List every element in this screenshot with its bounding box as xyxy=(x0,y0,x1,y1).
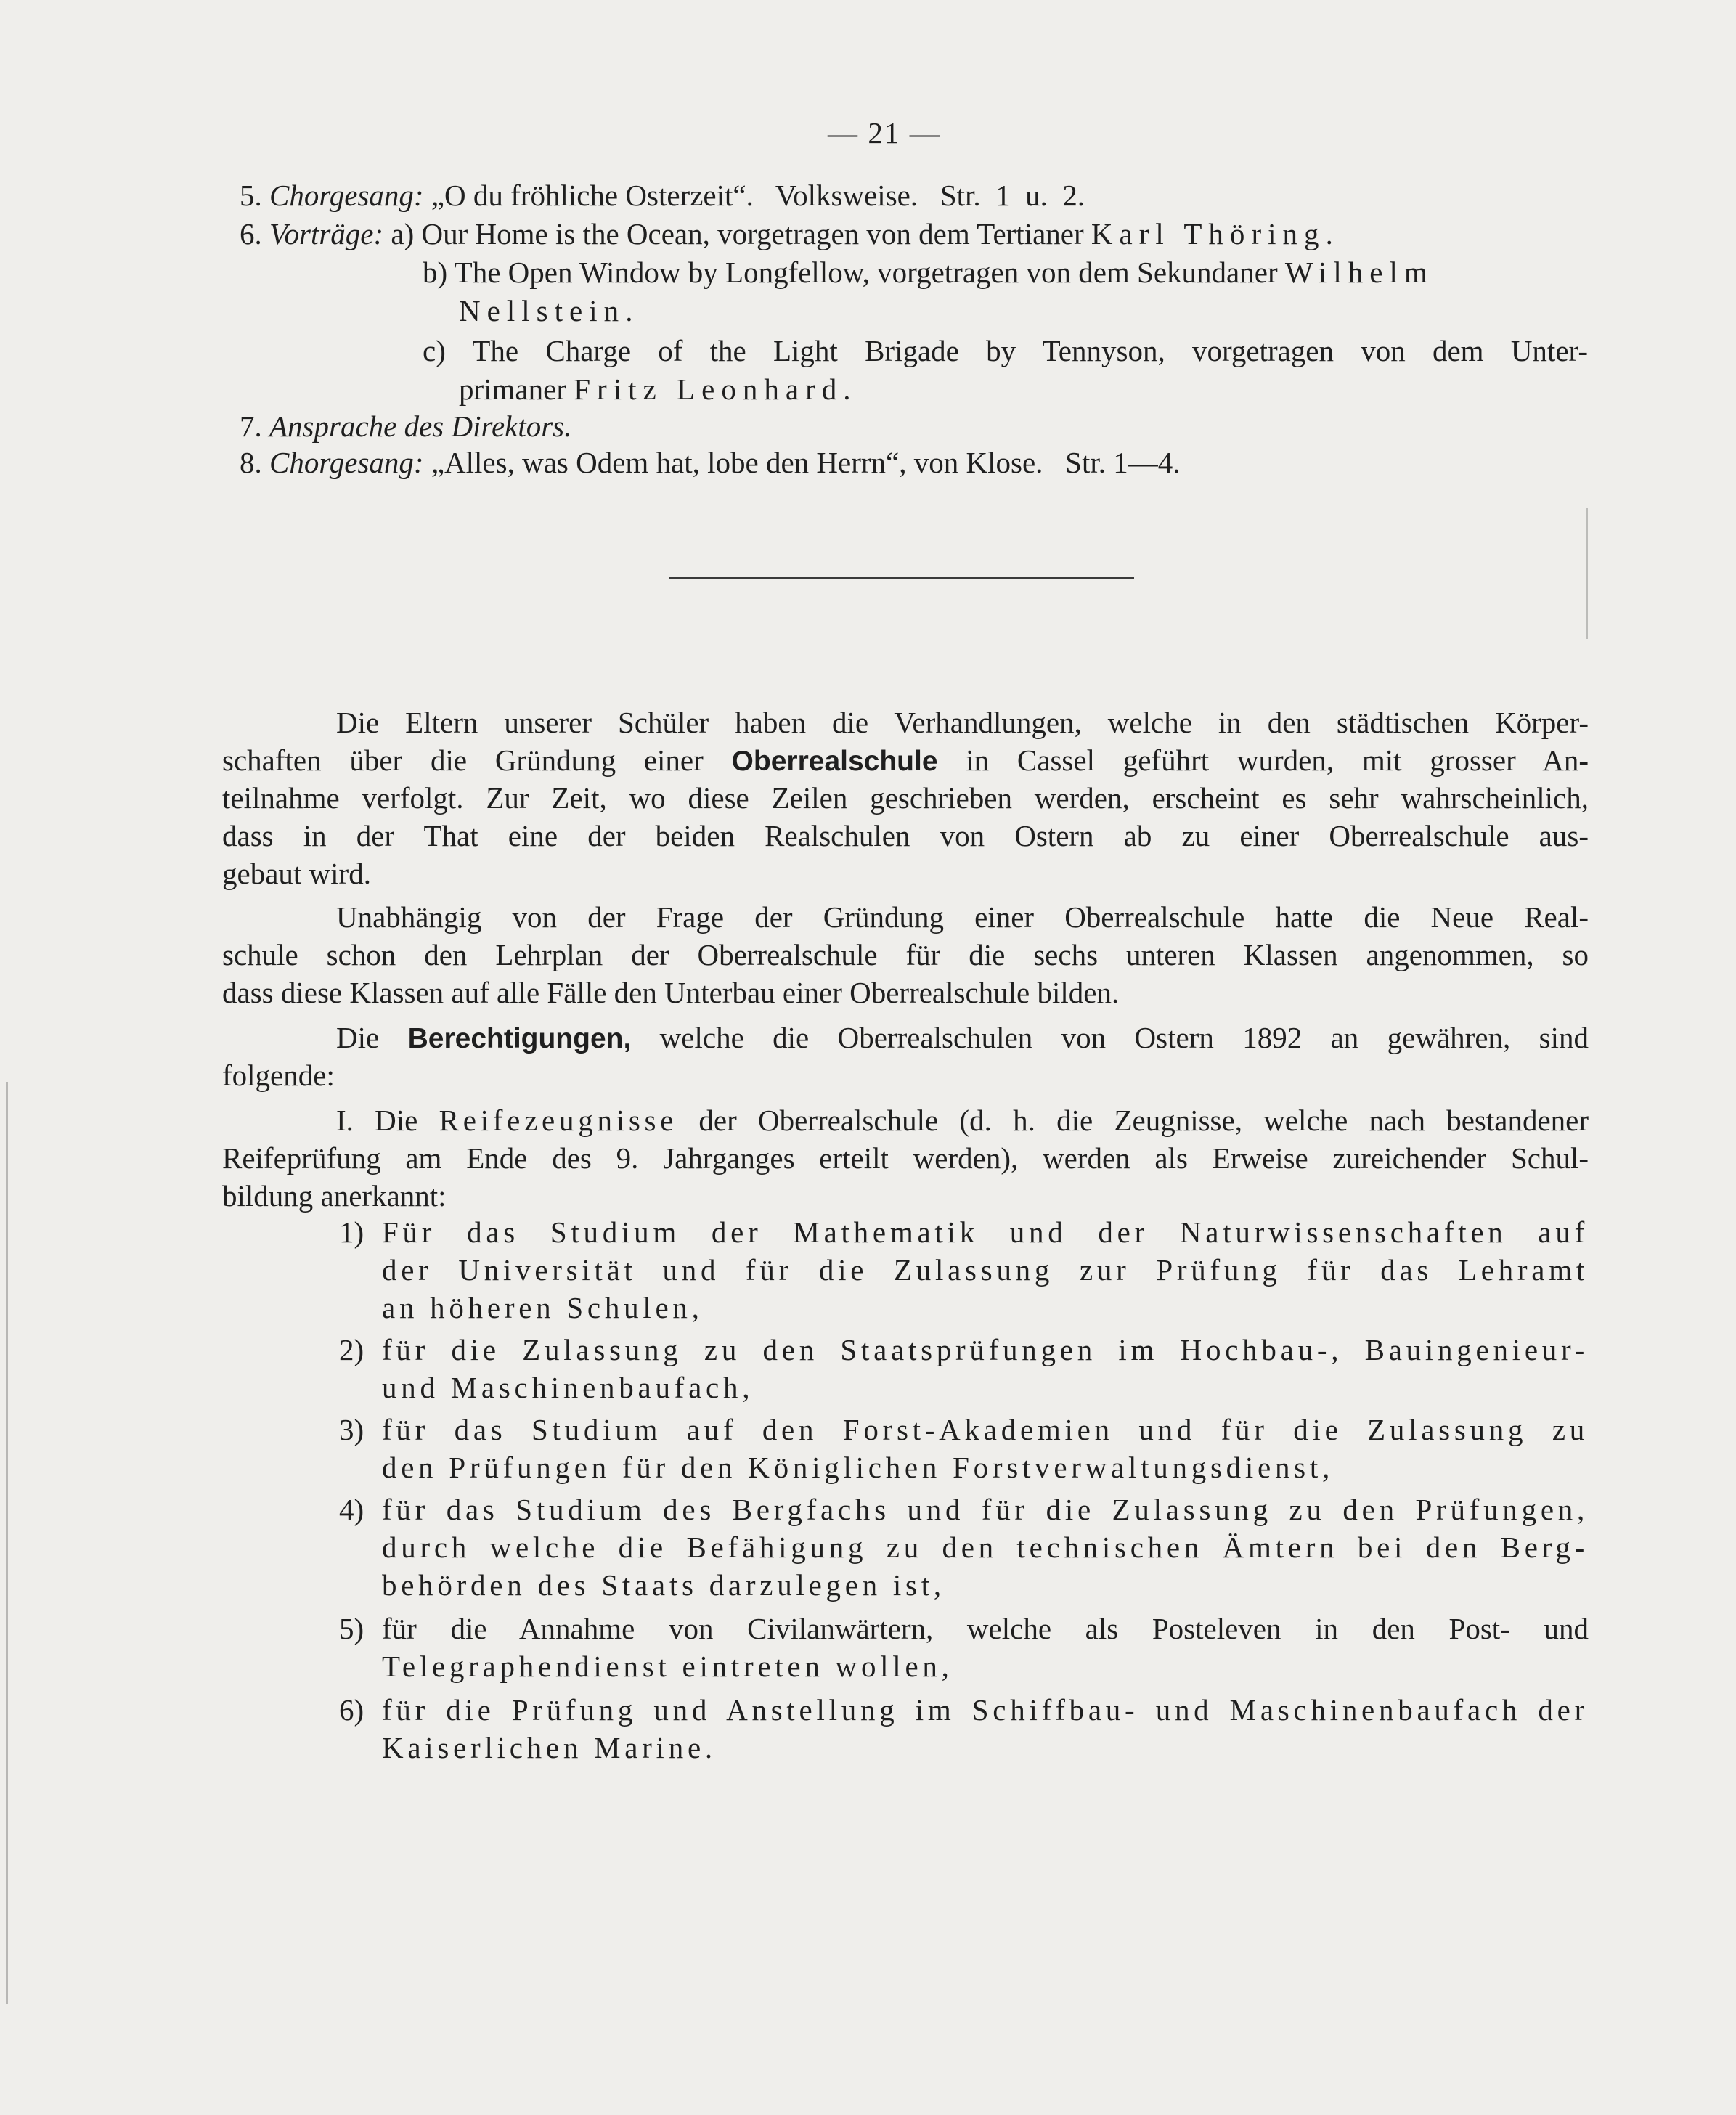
scan-edge-mark xyxy=(1586,508,1588,639)
scan-edge-mark xyxy=(6,1082,8,2004)
list-item-line: Kaiserlichen Marine. xyxy=(382,1731,717,1764)
list-item-line: für das Studium auf den Forst-Akademien und für die Zulassung zu xyxy=(382,1413,1589,1446)
paragraph-line: Reifeprüfung am Ende des 9. Jahrganges erteilt werden), werden als Erweise zureichender Schul- xyxy=(222,1141,1589,1175)
emphasis-term: Oberrealschule xyxy=(731,746,938,777)
list-item-line: Für das Studium der Mathematik und der Naturwissenschaften auf xyxy=(382,1215,1589,1249)
program-item xyxy=(240,444,1180,481)
text-run: Die xyxy=(336,1021,408,1054)
item-text: The Charge of the Light Brigade by Tennyson, vorgetragen von dem Unter- xyxy=(472,334,1589,367)
item-number: 8. xyxy=(240,446,262,479)
list-item-line: für das Studium des Bergfachs und für die Zulassung zu den Prüfungen, xyxy=(382,1493,1589,1526)
list-number: 3) xyxy=(339,1413,364,1446)
item-sub: a) xyxy=(391,217,415,250)
paragraph-line xyxy=(336,1019,1589,1057)
paragraph-line: teilnahme verfolgt. Zur Zeit, wo diese Zeilen geschrieben werden, erscheint es sehr wahrscheinlich, xyxy=(222,781,1589,815)
list-number: 2) xyxy=(339,1333,364,1366)
item-text: „O du fröhliche Osterzeit“. Volksweise. Str. 1 u. 2. xyxy=(431,179,1085,212)
list-item-line: für die Annahme von Civilanwärtern, welche als Posteleven in den Post- und xyxy=(382,1612,1589,1645)
paragraph-line: dass diese Klassen auf alle Fälle den Unterbau einer Oberrealschule bilden. xyxy=(222,976,1120,1009)
item-label: Ansprache des Direktors. xyxy=(269,409,572,443)
speaker-name: Wilhelm xyxy=(1284,256,1434,289)
list-item-line: durch welche die Befähigung zu den technischen Ämtern bei den Berg- xyxy=(382,1531,1589,1564)
paragraph-line: schule schon den Lehrplan der Oberrealschule für die sechs unteren Klassen angenommen, so xyxy=(222,938,1589,971)
paragraph-line xyxy=(222,742,1589,780)
paragraph-line: folgende: xyxy=(222,1059,335,1092)
program-item-continuation xyxy=(459,371,857,407)
text-run: in Cassel geführt wurden, mit grosser An- xyxy=(937,743,1589,777)
paragraph-line: bildung anerkannt: xyxy=(222,1179,447,1213)
spaced-term: Reifezeugnisse xyxy=(439,1104,678,1137)
paragraph-line: dass in der That eine der beiden Realschulen von Ostern ab zu einer Oberrealschule aus- xyxy=(222,819,1589,852)
item-label: Vorträge: xyxy=(269,217,384,250)
list-item-line: den Prüfungen für den Königlichen Forstverwaltungsdienst, xyxy=(382,1451,1334,1484)
section-divider xyxy=(669,577,1134,579)
text-run: schaften über die Gründung einer xyxy=(222,743,732,777)
program-item-continuation: Nellstein. xyxy=(459,294,640,327)
item-text: Our Home is the Ocean, vorgetragen von dem Tertianer xyxy=(421,217,1091,250)
list-item-line: behörden des Staats darzulegen ist, xyxy=(382,1568,945,1602)
paragraph-line: gebaut wird. xyxy=(222,857,371,890)
text-run: welche die Oberrealschulen von Ostern 1892 an gewähren, sind xyxy=(631,1021,1589,1054)
program-item xyxy=(240,177,1085,213)
program-item xyxy=(240,216,1340,252)
page-number: — 21 — xyxy=(828,116,941,150)
paragraph-line: Die Eltern unserer Schüler haben die Verhandlungen, welche in den städtischen Körper- xyxy=(336,706,1589,739)
list-number: 6) xyxy=(339,1693,364,1727)
list-item-line: der Universität und für die Zulassung zur Prüfung für das Lehramt xyxy=(382,1253,1589,1287)
text-run: der Oberrealschule (d. h. die Zeugnisse, welche nach bestandener xyxy=(677,1104,1589,1137)
item-text: „Alles, was Odem hat, lobe den Herrn“, von Klose. Str. 1—4. xyxy=(431,446,1181,479)
emphasis-term: Berechtigungen, xyxy=(407,1023,632,1054)
item-label: Chorgesang: xyxy=(269,179,424,212)
list-item-line: für die Prüfung und Anstellung im Schiffbau- und Maschinenbaufach der xyxy=(382,1693,1589,1727)
item-number: 6. xyxy=(240,217,262,250)
program-item xyxy=(423,333,1588,369)
item-number: 5. xyxy=(240,179,262,212)
list-item-line: Telegraphendienst eintreten wollen, xyxy=(382,1650,953,1683)
item-label: Chorgesang: xyxy=(269,446,424,479)
item-text: primaner xyxy=(459,372,574,406)
list-number: 4) xyxy=(339,1493,364,1526)
list-item-line: und Maschinenbaufach, xyxy=(382,1371,754,1404)
program-item xyxy=(240,408,571,444)
list-item-line: für die Zulassung zu den Staatsprüfungen im Hochbau-, Bauingenieur- xyxy=(382,1333,1589,1366)
item-text: The Open Window by Longfellow, vorgetragen von dem Sekundaner xyxy=(454,256,1285,289)
speaker-name: Karl Thöring. xyxy=(1091,217,1340,250)
list-number: 1) xyxy=(339,1215,364,1249)
item-sub: c) xyxy=(423,334,446,367)
program-item xyxy=(423,254,1434,290)
list-item-line: an höheren Schulen, xyxy=(382,1291,704,1324)
speaker-name: Fritz Leonhard. xyxy=(574,372,857,406)
paragraph-line: Unabhängig von der Frage der Gründung einer Oberrealschule hatte die Neue Real- xyxy=(336,900,1589,934)
list-number: 5) xyxy=(339,1612,364,1645)
item-number: 7. xyxy=(240,409,262,443)
text-run: I. Die xyxy=(336,1104,439,1137)
item-sub: b) xyxy=(423,256,448,289)
paragraph-line xyxy=(336,1102,1589,1138)
